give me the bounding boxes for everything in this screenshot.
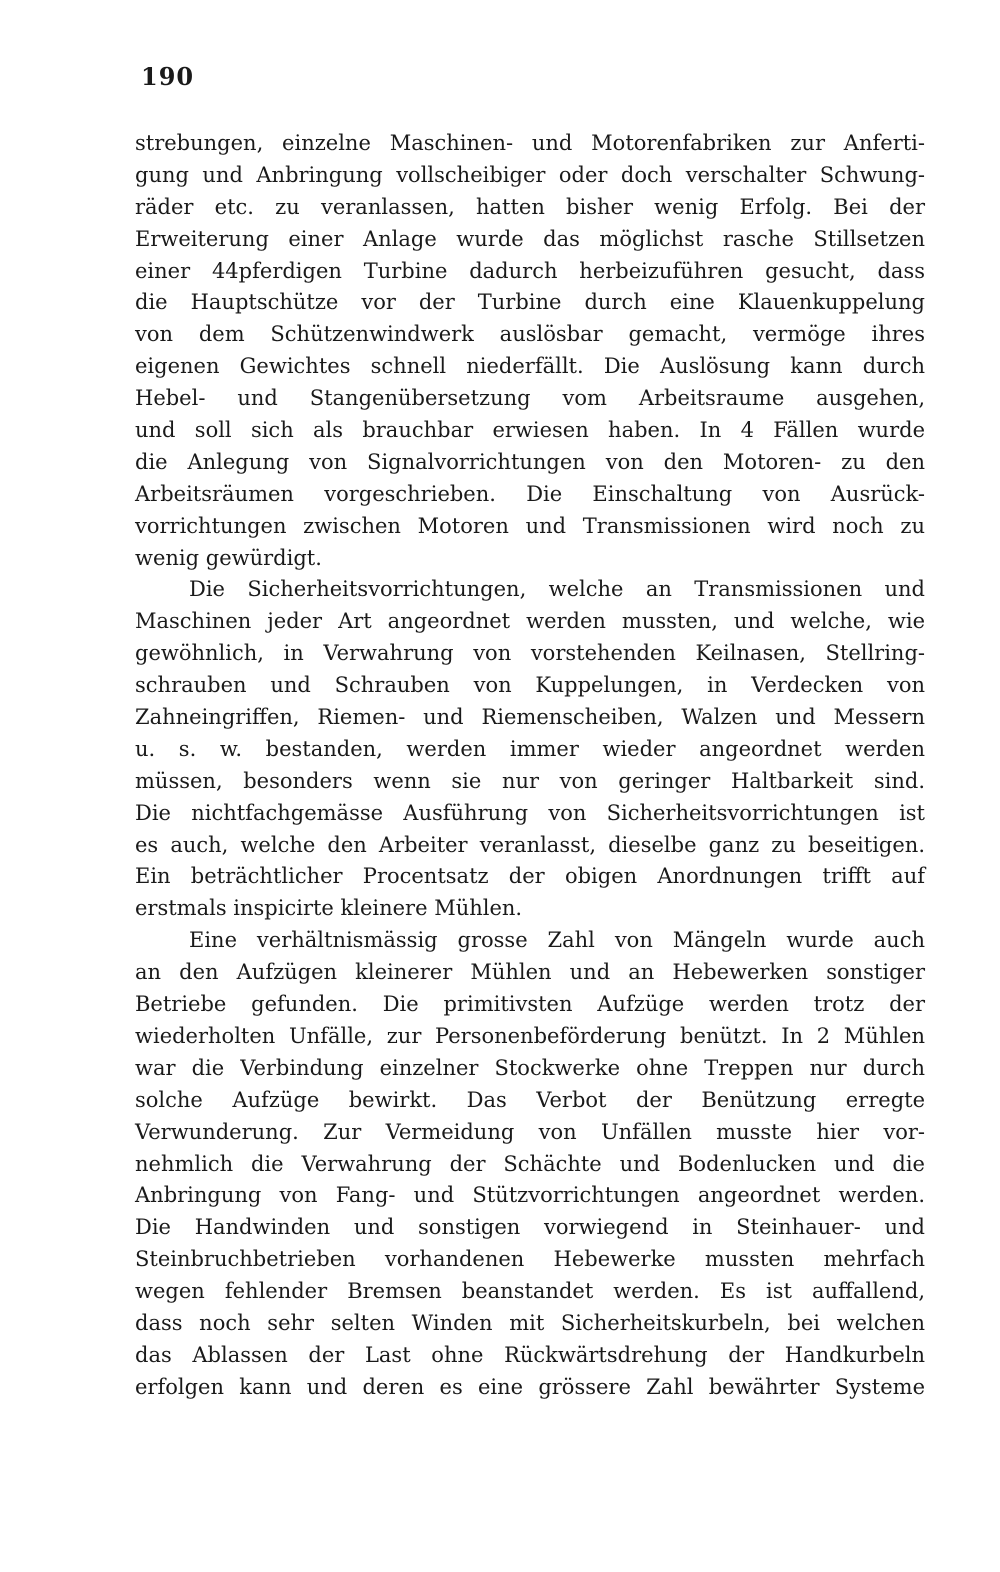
text-line: solche Aufzüge bewirkt. Das Verbot der Benützung erregte: [135, 1087, 925, 1112]
text-line: Die Handwinden und sonstigen vorwiegend in Steinhauer- und: [135, 1215, 925, 1240]
text-line: erstmals inspicirte kleinere Mühlen.: [135, 896, 523, 921]
text-line: Anbringung von Fang- und Stützvorrichtungen angeordnet werden.: [135, 1183, 925, 1208]
page-number: 190: [141, 62, 195, 91]
text-line: es auch, welche den Arbeiter veranlasst, dieselbe ganz zu beseitigen.: [135, 832, 925, 857]
text-line: gung und Anbringung vollscheibiger oder doch verschalter Schwung-: [135, 162, 925, 187]
text-line: Verwunderung. Zur Vermeidung von Unfällen musste hier vor-: [135, 1119, 925, 1144]
paragraph: [135, 574, 925, 925]
text-line: Ein beträchtlicher Procentsatz der obigen Anordnungen trifft auf: [135, 864, 925, 889]
text-line: von dem Schützenwindwerk auslösbar gemacht, vermöge ihres: [135, 322, 925, 347]
text-line: räder etc. zu veranlassen, hatten bisher wenig Erfolg. Bei der: [135, 194, 925, 219]
text-line: Steinbruchbetrieben vorhandenen Hebewerke mussten mehrfach: [135, 1247, 925, 1272]
body-text: [135, 128, 925, 1404]
text-line: nehmlich die Verwahrung der Schächte und Bodenlucken und die: [135, 1151, 925, 1176]
text-line: Die Sicherheitsvorrichtungen, welche an Transmissionen und: [189, 577, 925, 602]
text-line: Maschinen jeder Art angeordnet werden mussten, und welche, wie: [135, 609, 925, 634]
text-line: u. s. w. bestanden, werden immer wieder angeordnet werden: [135, 736, 925, 761]
text-line: müssen, besonders wenn sie nur von geringer Haltbarkeit sind.: [135, 768, 925, 793]
text-line: und soll sich als brauchbar erwiesen haben. In 4 Fällen wurde: [135, 418, 925, 443]
text-line: strebungen, einzelne Maschinen- und Motorenfabriken zur Anferti-: [135, 131, 925, 155]
text-line: Zahneingriffen, Riemen- und Riemenscheiben, Walzen und Messern: [135, 705, 925, 730]
text-line: erfolgen kann und deren es eine grössere Zahl bewährter Systeme: [135, 1374, 925, 1399]
text-line: dass noch sehr selten Winden mit Sicherheitskurbeln, bei welchen: [135, 1310, 925, 1335]
text-line: wenig gewürdigt.: [135, 545, 322, 570]
text-line: gewöhnlich, in Verwahrung von vorstehenden Keilnasen, Stellring-: [135, 641, 925, 666]
text-line: das Ablassen der Last ohne Rückwärtsdrehung der Handkurbeln: [135, 1342, 925, 1367]
paragraph: [135, 925, 925, 1403]
paragraph: [135, 128, 925, 574]
text-line: wegen fehlender Bremsen beanstandet werden. Es ist auffallend,: [135, 1279, 925, 1304]
text-line: die Hauptschütze vor der Turbine durch eine Klauenkuppelung: [135, 290, 925, 315]
text-line: vorrichtungen zwischen Motoren und Transmissionen wird noch zu: [135, 513, 925, 538]
text-line: Hebel- und Stangenübersetzung vom Arbeitsraume ausgehen,: [135, 386, 925, 411]
text-line: an den Aufzügen kleinerer Mühlen und an Hebewerken sonstiger: [135, 960, 925, 985]
text-line: wiederholten Unfälle, zur Personenbeförderung benützt. In 2 Mühlen: [135, 1023, 925, 1048]
text-line: Eine verhältnismässig grosse Zahl von Mängeln wurde auch: [189, 928, 925, 953]
text-line: war die Verbindung einzelner Stockwerke ohne Treppen nur durch: [135, 1055, 925, 1080]
text-line: eigenen Gewichtes schnell niederfällt. Die Auslösung kann durch: [135, 354, 925, 379]
text-line: die Anlegung von Signalvorrichtungen von den Motoren- zu den: [135, 449, 925, 474]
text-line: Arbeitsräumen vorgeschrieben. Die Einschaltung von Ausrück-: [135, 481, 925, 506]
text-line: Die nichtfachgemässe Ausführung von Sicherheitsvorrichtungen ist: [135, 800, 925, 825]
text-line: schrauben und Schrauben von Kuppelungen, in Verdecken von: [135, 673, 925, 698]
text-line: Betriebe gefunden. Die primitivsten Aufzüge werden trotz der: [135, 992, 925, 1017]
text-line: einer 44pferdigen Turbine dadurch herbeizuführen gesucht, dass: [135, 258, 925, 283]
text-line: Erweiterung einer Anlage wurde das möglichst rasche Stillsetzen: [135, 226, 925, 251]
